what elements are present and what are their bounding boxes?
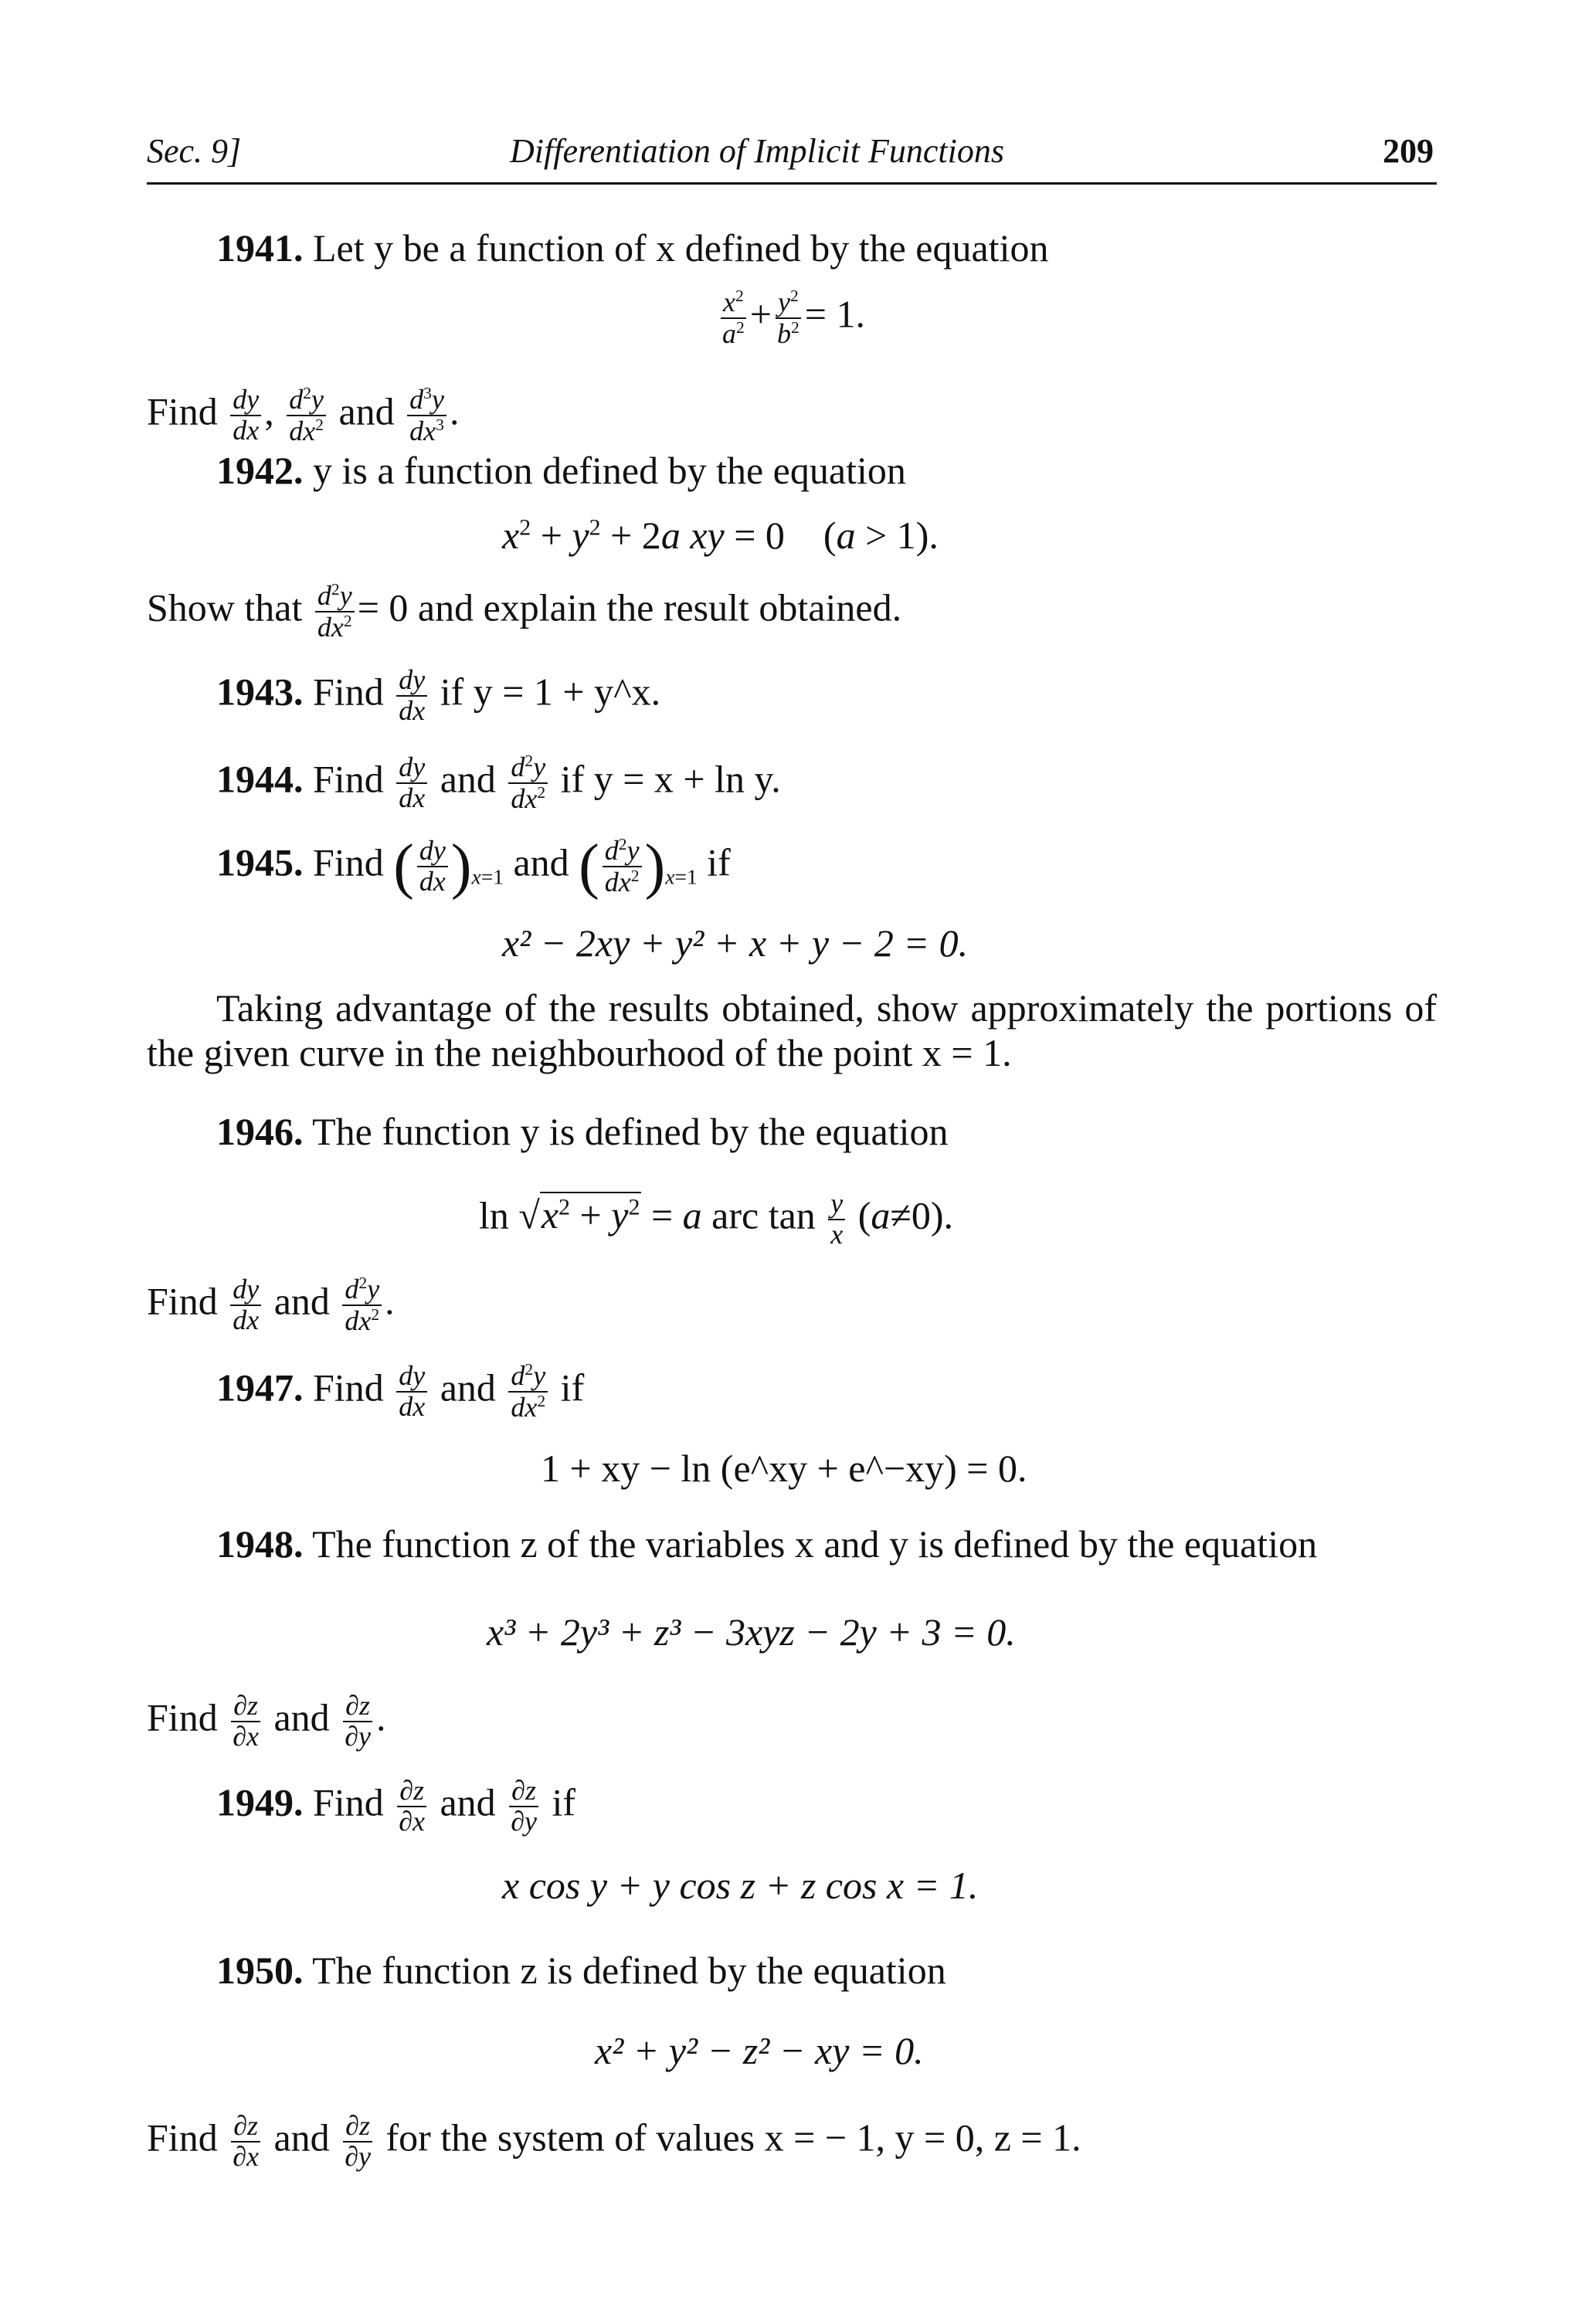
problem-1947: 1947. Find $\frac{dy}{dx}$ and $\frac{d^2y}{dx^2}$ if	[216, 1360, 585, 1423]
equation-1942: $x^2 + y^2 + 2a$ xy = 0 (a > 1).	[502, 514, 939, 557]
problem-1942-statement: 1942. y is a function defined by the equation	[216, 449, 906, 492]
section-label: Sec. 9]	[147, 132, 242, 170]
equation-1947: 1 + xy − ln (e^xy + e^−xy) = 0.	[541, 1447, 1027, 1490]
problem-1941-statement: 1941. Let y be a function of x defined by the equation	[216, 226, 1049, 270]
show-1942: Show that $\frac{d^2y}{dx^2}$ = 0 and explain the result obtained.	[147, 580, 902, 643]
page-number: 209	[1383, 132, 1434, 170]
equation-1949: x cos y + y cos z + z cos x = 1.	[502, 1864, 979, 1907]
find-1941: Find $\frac{dy}{dx}$ , $\frac{d^2y}{dx^2}$ and $\frac{d^3y}{dx^3}$ .	[147, 384, 460, 446]
problem-1948-statement: 1948. The function z of the variables x and y is defined by the equation	[216, 1522, 1318, 1566]
equation-1948: x³ + 2y³ + z³ − 3xyz − 2y + 3 = 0.	[487, 1610, 1016, 1654]
equation-1946: $\ln √x^2 + y^2 = a$ arc tan $\frac{y}{x}$ (a≠0).	[479, 1188, 954, 1250]
problem-1949: 1949. Find $\frac{\partial z}{\partial x}$ and $\frac{\partial z}{\partial y}$ if	[216, 1775, 576, 1837]
header-rule	[147, 182, 1437, 185]
find-1950: Find $\frac{\partial z}{\partial x}$ and $\frac{\partial z}{\partial y}$ for the system of values x = − 1, y = 0, z = 1.	[147, 2110, 1081, 2172]
find-1946: Find $\frac{dy}{dx}$ and $\frac{d^2y}{dx^2}$ .	[147, 1274, 395, 1336]
problem-1946-statement: 1946. The function y is defined by the equation	[216, 1110, 949, 1153]
problem-1950-statement: 1950. The function z is defined by the equation	[216, 1949, 946, 1992]
problem-1945: 1945. Find ( $\frac{dy}{dx}$ )$_{x=1}$ and ( $\frac{d^2y}{dx^2}$ )$_{x=1}$ if	[216, 833, 731, 901]
running-title: Differentiation of Implicit Functions	[510, 132, 1004, 170]
equation-1941: $\frac{x^2}{a^2}$ + $\frac{y^2}{b^2}$ = 1.	[722, 287, 865, 349]
equation-1945: x² − 2xy + y² + x + y − 2 = 0.	[502, 921, 969, 965]
problem-1943: 1943. Find $\frac{dy}{dx}$ if y = 1 + y^x.	[216, 664, 661, 726]
find-1948: Find $\frac{\partial z}{\partial x}$ and $\frac{\partial z}{\partial y}$ .	[147, 1690, 386, 1752]
equation-1950: x² + y² − z² − xy = 0.	[595, 2029, 924, 2072]
problem-1944: 1944. Find $\frac{dy}{dx}$ and $\frac{d^2y}{dx^2}$ if y = x + ln y.	[216, 751, 781, 814]
paragraph-1945: Taking advantage of the results obtained, show approximately the portions of the given curve in the neighbourhood of the point x = 1.	[147, 986, 1437, 1074]
